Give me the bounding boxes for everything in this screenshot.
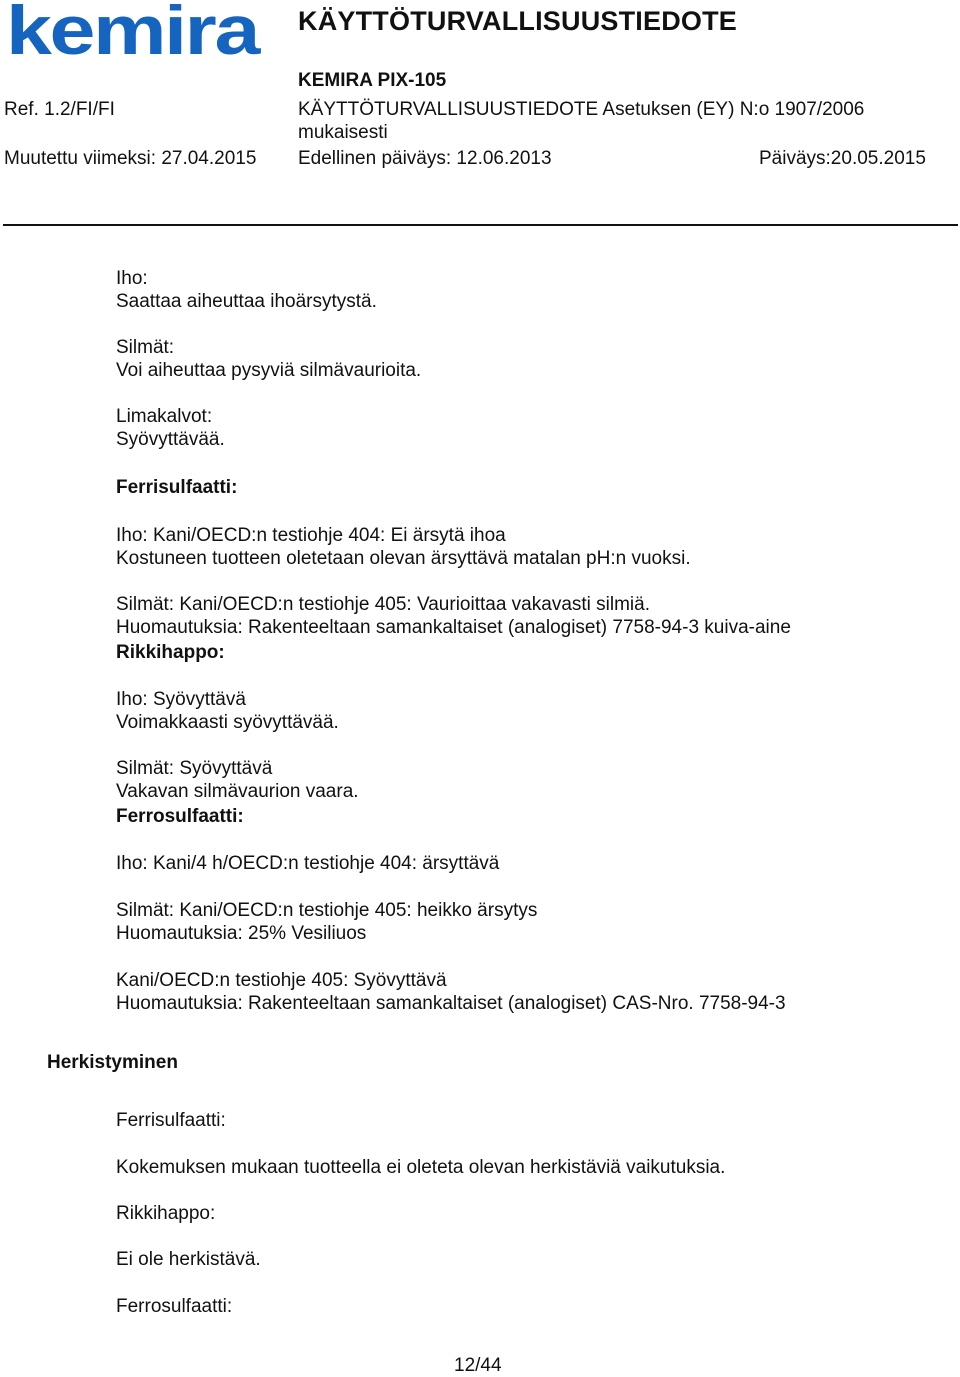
logo-wordmark: kemira — [6, 4, 262, 60]
iho-label: Iho: — [116, 268, 148, 289]
herk-rikki-text: Ei ole herkistävä. — [116, 1249, 261, 1270]
rikki-iho-line-1: Iho: Syövyttävä — [116, 689, 246, 710]
ferro-iho: Iho: Kani/4 h/OECD:n testiohje 404: ärsyttävä — [116, 853, 500, 874]
kemira-logo — [6, 4, 262, 66]
limakalvot-text: Syövyttävää. — [116, 429, 225, 450]
herkistyminen-heading: Herkistyminen — [47, 1052, 178, 1073]
kemira-logo-mark — [6, 4, 262, 60]
product-name: KEMIRA PIX-105 — [298, 70, 447, 91]
silmat-text: Voi aiheuttaa pysyviä silmävaurioita. — [116, 360, 422, 381]
rikki-iho-line-2: Voimakkaasti syövyttävää. — [116, 712, 339, 733]
regulation-line-1: KÄYTTÖTURVALLISUUSTIEDOTE Asetuksen (EY) N:o 1907/2006 — [298, 99, 865, 120]
revised-date: Muutettu viimeksi: 27.04.2015 — [4, 148, 257, 169]
ferri-iho-line-2: Kostuneen tuotteen oletetaan olevan ärsyttävä matalan pH:n vuoksi. — [116, 548, 691, 569]
herk-ferro-label: Ferrosulfaatti: — [116, 1296, 233, 1317]
iho-text: Saattaa aiheuttaa ihoärsytystä. — [116, 291, 377, 312]
herk-ferri-label: Ferrisulfaatti: — [116, 1110, 226, 1131]
silmat-label: Silmät: — [116, 337, 175, 358]
ferro-silmat-line-1: Silmät: Kani/OECD:n testiohje 405: heikko ärsytys — [116, 900, 538, 921]
ferri-iho-line-1: Iho: Kani/OECD:n testiohje 404: Ei ärsytä ihoa — [116, 525, 506, 546]
previous-date: Edellinen päiväys: 12.06.2013 — [298, 148, 552, 169]
ferrisulfaatti-heading: Ferrisulfaatti: — [116, 477, 238, 498]
ferri-silmat-line-2: Huomautuksia: Rakenteeltaan samankaltaiset (analogiset) 7758-94-3 kuiva-aine — [116, 617, 791, 638]
ferro-kani-line-2: Huomautuksia: Rakenteeltaan samankaltaiset (analogiset) CAS-Nro. 7758-94-3 — [116, 993, 786, 1014]
herk-ferri-text: Kokemuksen mukaan tuotteella ei oleteta olevan herkistäviä vaikutuksia. — [116, 1157, 726, 1178]
issue-date: Päiväys:20.05.2015 — [759, 148, 926, 169]
rikki-silmat-line-2: Vakavan silmävaurion vaara. — [116, 781, 359, 802]
ferrosulfaatti-heading: Ferrosulfaatti: — [116, 806, 244, 827]
ferro-silmat-line-2: Huomautuksia: 25% Vesiliuos — [116, 923, 367, 944]
limakalvot-label: Limakalvot: — [116, 406, 213, 427]
rikkihappo-heading: Rikkihappo: — [116, 642, 225, 663]
document-title: KÄYTTÖTURVALLISUUSTIEDOTE — [298, 6, 738, 36]
regulation-line-2: mukaisesti — [298, 122, 388, 143]
header-divider — [3, 224, 958, 226]
page-number: 12/44 — [454, 1355, 502, 1376]
reference: Ref. 1.2/FI/FI — [4, 99, 115, 120]
rikki-silmat-line-1: Silmät: Syövyttävä — [116, 758, 273, 779]
ferri-silmat-line-1: Silmät: Kani/OECD:n testiohje 405: Vaurioittaa vakavasti silmiä. — [116, 594, 650, 615]
ferro-kani-line-1: Kani/OECD:n testiohje 405: Syövyttävä — [116, 970, 447, 991]
herk-rikki-label: Rikkihappo: — [116, 1203, 216, 1224]
